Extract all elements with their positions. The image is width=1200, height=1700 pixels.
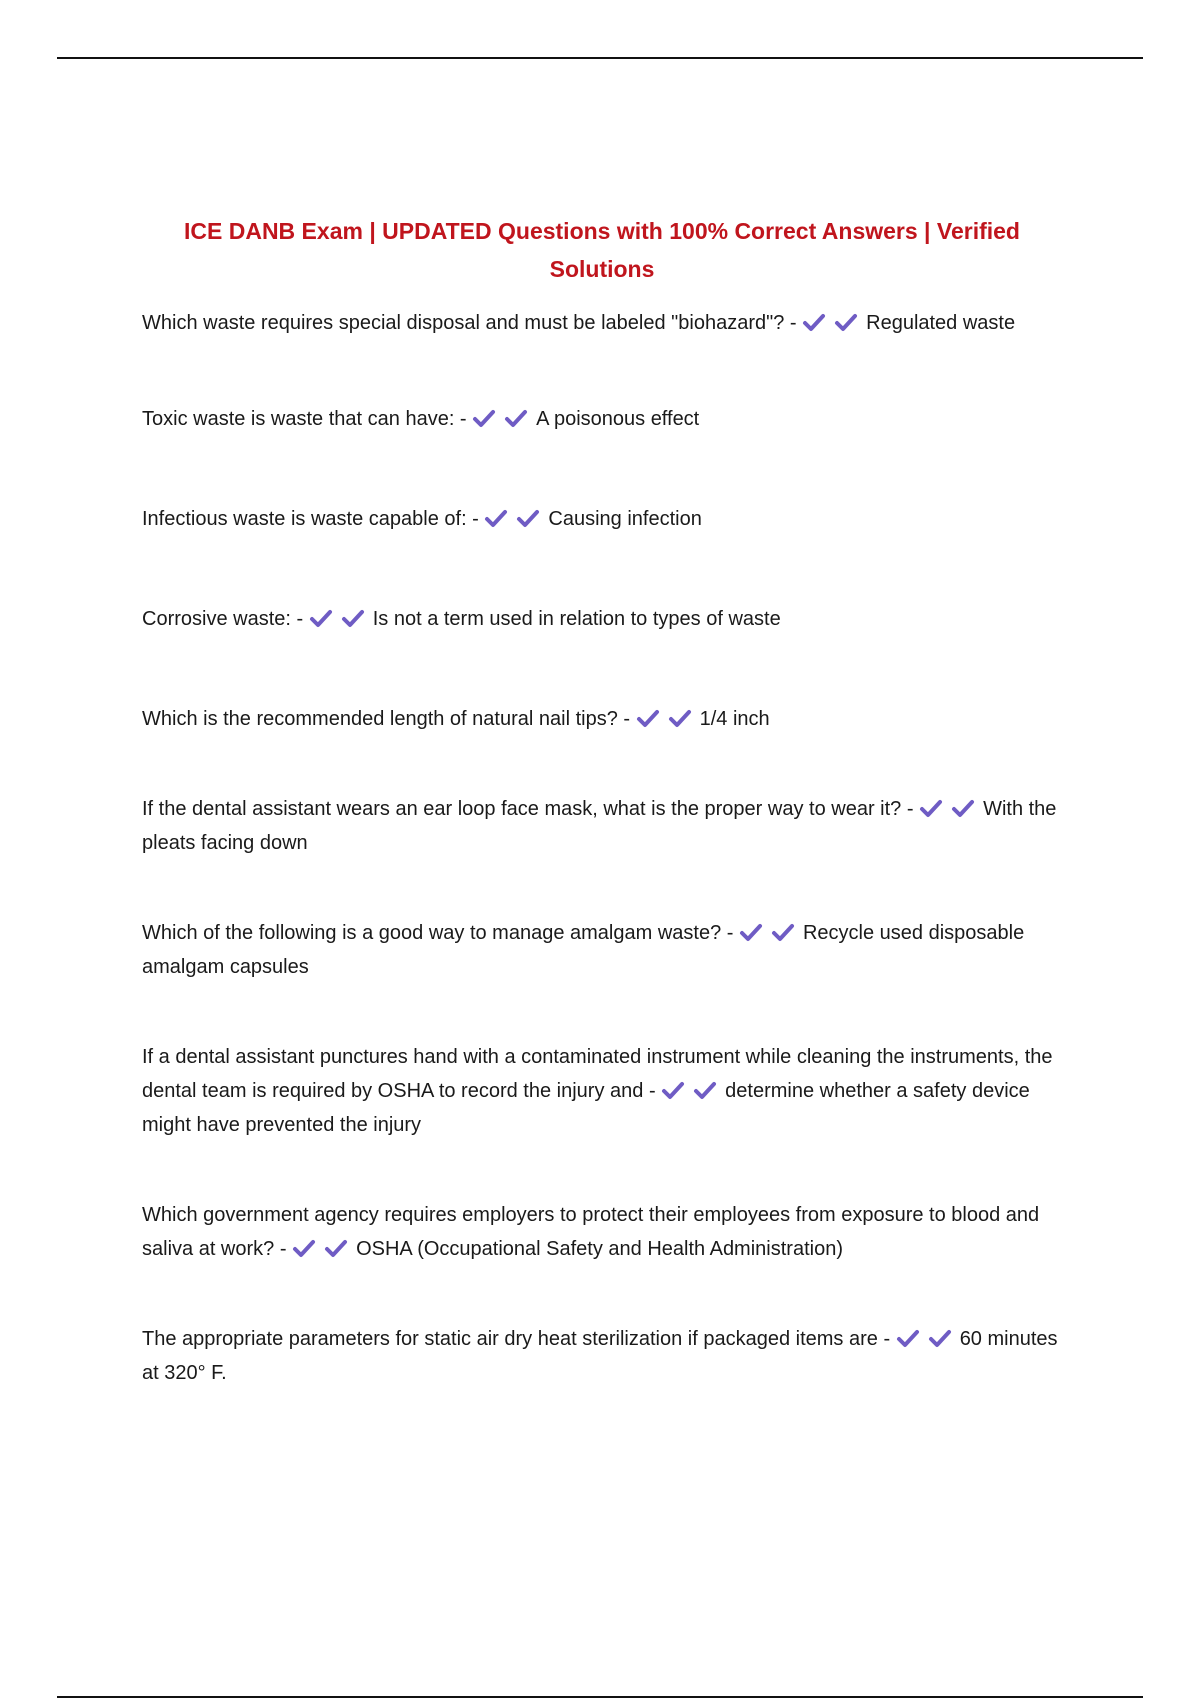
qa-item — [142, 306, 1062, 340]
answer-text: Is not a term used in relation to types of waste — [372, 608, 781, 630]
checkmark-icon — [661, 1080, 685, 1100]
qa-separator: - — [274, 1238, 293, 1260]
checkmark-icon — [309, 608, 333, 628]
document-body — [142, 212, 1062, 1390]
checkmark-icon — [636, 708, 660, 728]
qa-item — [142, 792, 1062, 860]
checkmark-icon — [341, 608, 365, 628]
answer-text: OSHA (Occupational Safety and Health Administration) — [356, 1238, 843, 1260]
answer-text: 60 minutes at 320° F. — [142, 1328, 1058, 1384]
qa-separator: - — [290, 608, 309, 630]
checkmark-icon — [896, 1328, 920, 1348]
answer-text: 1/4 inch — [699, 708, 770, 730]
qa-separator: - — [784, 312, 803, 334]
qa-item — [142, 1040, 1062, 1142]
checkmark-icon — [504, 408, 528, 428]
checkmark-icon — [324, 1238, 348, 1258]
checkmark-icon — [668, 708, 692, 728]
footer-rule — [57, 1696, 1143, 1698]
checkmark-icon — [928, 1328, 952, 1348]
answer-text: Regulated waste — [866, 312, 1016, 334]
qa-item — [142, 1198, 1062, 1266]
answer-text: A poisonous effect — [536, 408, 700, 430]
qa-item — [142, 502, 1062, 536]
qa-separator: - — [721, 922, 739, 944]
qa-separator: - — [877, 1328, 896, 1350]
question-text: If the dental assistant wears an ear loop face mask, what is the proper way to wear it? — [142, 798, 902, 820]
question-text: The appropriate parameters for static air dry heat sterilization if packaged items are — [142, 1328, 878, 1350]
question-text: Which is the recommended length of natural nail tips? — [142, 708, 618, 730]
answer-text: determine whether a safety device might have prevented the injury — [142, 1080, 1030, 1136]
checkmark-icon — [739, 922, 763, 942]
qa-item — [142, 1322, 1062, 1390]
qa-separator: - — [466, 508, 485, 530]
checkmark-icon — [951, 798, 975, 818]
question-text: Which of the following is a good way to manage amalgam waste? — [142, 922, 722, 944]
question-text: Corrosive waste: — [142, 608, 291, 630]
qa-item — [142, 602, 1062, 636]
checkmark-icon — [771, 922, 795, 942]
question-text: Which waste requires special disposal and must be labeled "biohazard"? — [142, 312, 785, 334]
answer-text: Recycle used disposable amalgam capsules — [142, 922, 1025, 978]
checkmark-icon — [693, 1080, 717, 1100]
checkmark-icon — [292, 1238, 316, 1258]
question-text: Infectious waste is waste capable of: — [142, 508, 467, 530]
checkmark-icon — [472, 408, 496, 428]
checkmark-icon — [919, 798, 943, 818]
checkmark-icon — [802, 312, 826, 332]
checkmark-icon — [516, 508, 540, 528]
qa-separator: - — [617, 708, 636, 730]
question-text: If a dental assistant punctures hand with a contaminated instrument while cleaning the instruments, the dental team is required by OSHA to record the injury and — [142, 1046, 1053, 1102]
qa-item — [142, 916, 1062, 984]
qa-separator: - — [643, 1080, 662, 1102]
question-text: Which government agency requires employers to protect their employees from exposure to blood and saliva at work? — [142, 1204, 1040, 1260]
checkmark-icon — [484, 508, 508, 528]
qa-separator: - — [901, 798, 920, 820]
answer-text: Causing infection — [548, 508, 702, 530]
qa-separator: - — [454, 408, 473, 430]
question-text: Toxic waste is waste that can have: — [142, 408, 455, 430]
header-rule — [57, 57, 1143, 59]
qa-item — [142, 702, 1062, 736]
checkmark-icon — [834, 312, 858, 332]
qa-list — [142, 306, 1062, 1390]
answer-text: With the pleats facing down — [142, 798, 1057, 854]
document-title: ICE DANB Exam | UPDATED Questions with 100% Correct Answers | Verified Solutions — [184, 218, 1020, 282]
qa-item — [142, 402, 1062, 436]
